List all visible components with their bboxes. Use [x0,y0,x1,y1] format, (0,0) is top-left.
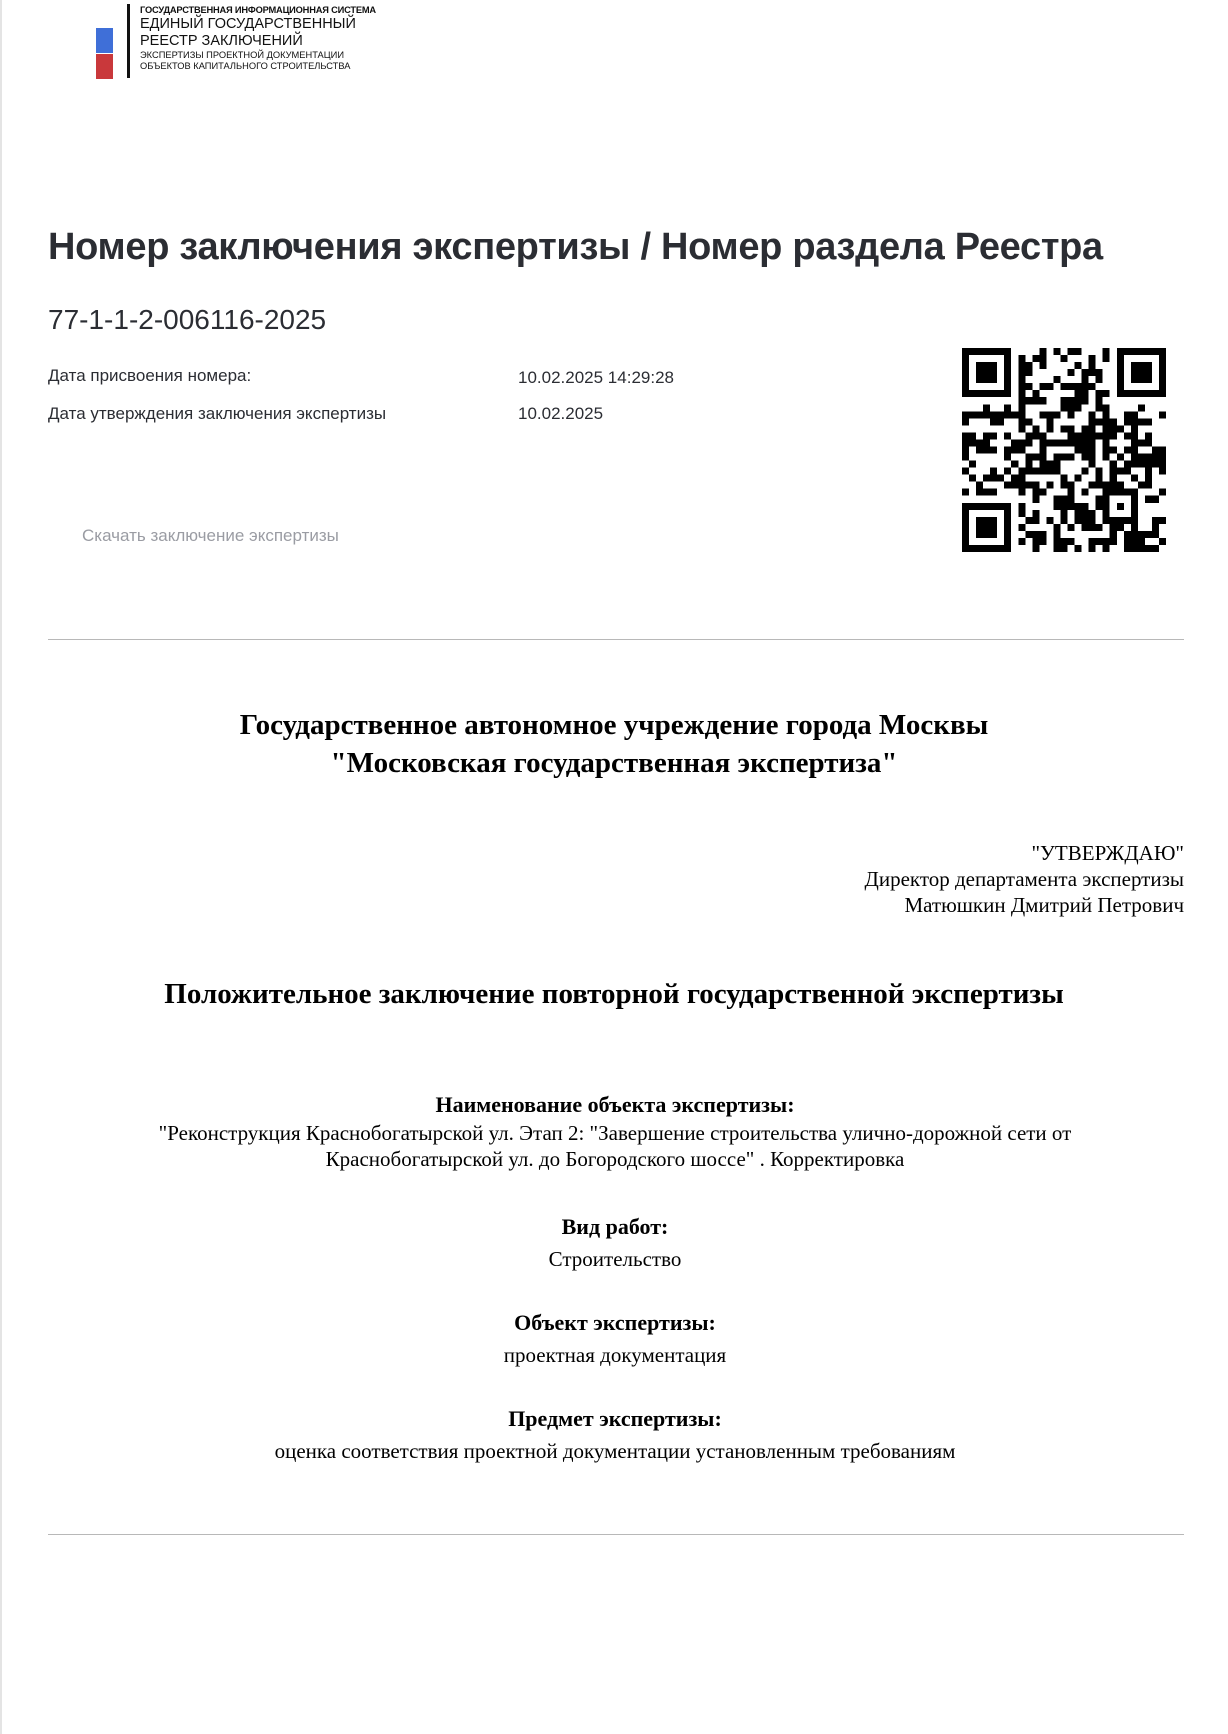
section-value: проектная документация [503,1343,727,1367]
section-value: "Реконструкция Краснобогатырской ул. Этап 2: "Завершение строительства улично-дорожной сети от Краснобогатырской ул. до Богородского шоссе" . Корректировка [158,1121,1072,1171]
section-value: Строительство [548,1247,682,1271]
section-heading: Наименование объекта экспертизы: [435,1092,795,1117]
flag-blue-stripe [96,28,113,53]
organization-line-1: Государственное автономное учреждение города Москвы [239,709,989,741]
assignment-date-value: 10.02.2025 14:29:28 [518,368,674,387]
logo-divider-bar [127,4,130,78]
page-left-edge [0,0,2,1734]
approval-date-value: 10.02.2025 [518,404,604,423]
organization-name [0,706,1228,782]
section-heading: Предмет экспертизы: [508,1406,722,1431]
download-conclusion-link[interactable]: Скачать заключение экспертизы [82,526,339,545]
section-expertise-subject [100,1404,1130,1464]
organization-line-2: "Московская государственная экспертиза" [330,747,898,779]
flag-red-stripe [96,54,113,79]
conclusion-title: Положительное заключение повторной государственной экспертизы [164,978,1064,1010]
approval-date-label: Дата утверждения заключения экспертизы [48,404,387,423]
approval-position: Директор департамента экспертизы [864,867,1184,891]
section-work-type [100,1212,1130,1272]
logo-line-3: РЕЕСТР ЗАКЛЮЧЕНИЙ [140,33,303,49]
registry-number: 77-1-1-2-006116-2025 [48,304,327,335]
qr-code-icon [962,348,1166,552]
bottom-divider [48,1534,1184,1535]
approval-name: Матюшкин Дмитрий Петрович [904,893,1184,917]
logo-text [140,5,376,72]
top-divider [48,639,1184,640]
assignment-date-label: Дата присвоения номера: [48,366,252,385]
logo-line-1: ГОСУДАРСТВЕННАЯ ИНФОРМАЦИОННАЯ СИСТЕМА [140,5,376,15]
logo-line-5: ОБЪЕКТОВ КАПИТАЛЬНОГО СТРОИТЕЛЬСТВА [140,61,351,71]
section-object-name [100,1090,1130,1172]
approval-block [865,840,1184,918]
section-value: оценка соответствия проектной документации установленным требованиям [274,1439,956,1463]
logo-line-4: ЭКСПЕРТИЗЫ ПРОЕКТНОЙ ДОКУМЕНТАЦИИ [140,50,345,60]
section-expertise-object [100,1308,1130,1368]
registry-logo [96,4,396,78]
section-heading: Объект экспертизы: [514,1310,716,1335]
registry-title: Номер заключения экспертизы / Номер раздела Реестра [48,226,1103,268]
section-heading: Вид работ: [561,1214,669,1239]
approval-stamp: "УТВЕРЖДАЮ" [1031,841,1184,865]
logo-line-2: ЕДИНЫЙ ГОСУДАРСТВЕННЫЙ [140,16,356,32]
